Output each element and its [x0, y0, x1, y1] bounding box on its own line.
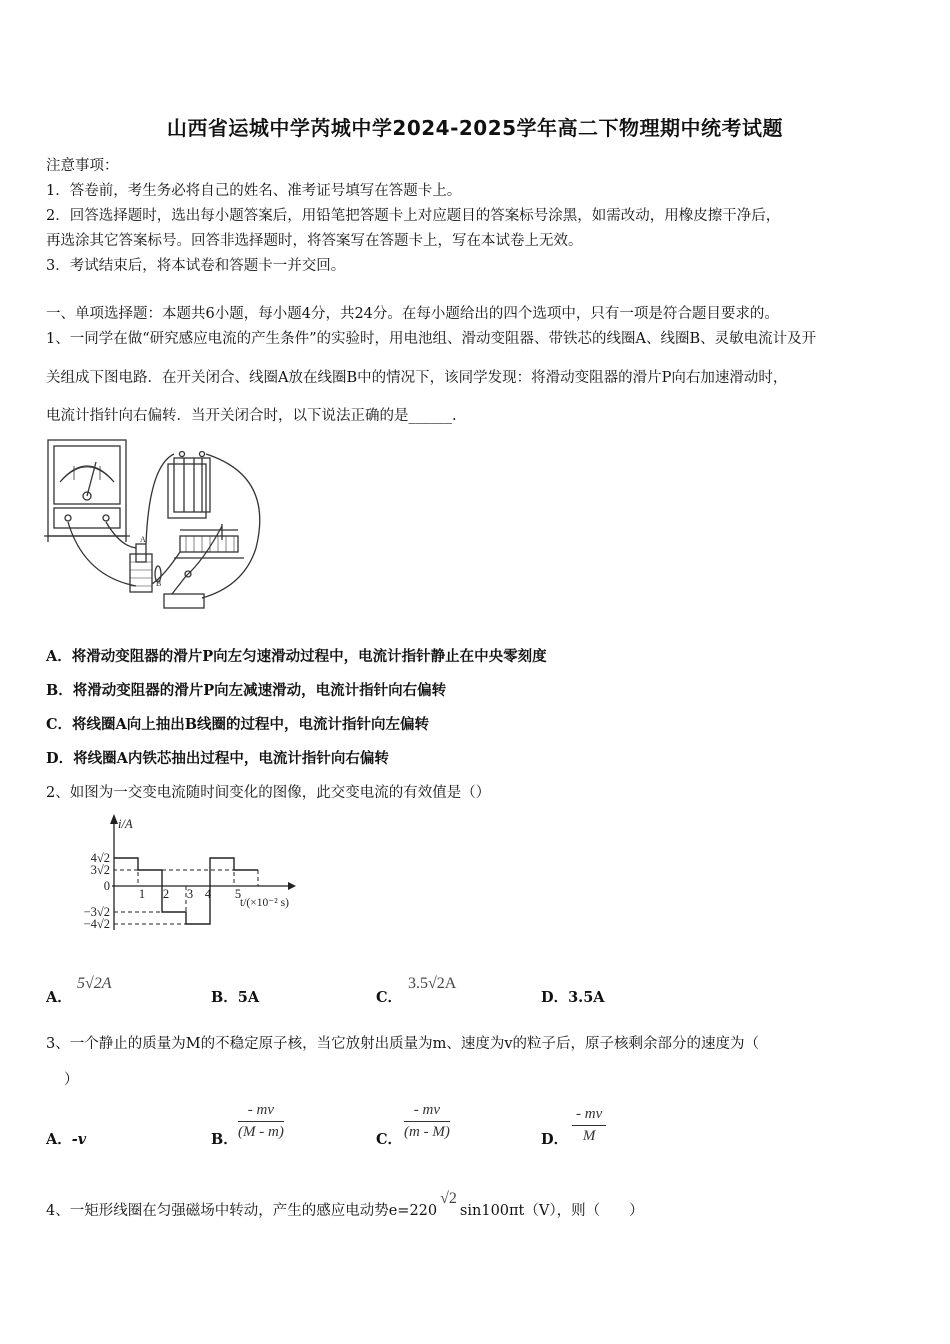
option-text: 5A: [237, 989, 260, 1006]
page-title: 山西省运城中学芮城中学2024-2025学年高二下物理期中统考试题: [166, 116, 784, 140]
x-axis-label: t/(×10⁻² s): [240, 897, 289, 909]
option-label: B．: [211, 989, 238, 1006]
option-label: A．: [46, 989, 72, 1006]
q2-stem: 2、如图为一交变电流随时间变化的图像，此交变电流的有效值是（）: [46, 785, 491, 801]
x-tick-label: 1: [138, 887, 146, 901]
option-label: C．: [376, 989, 403, 1006]
y-tick-label: −4√2: [83, 917, 110, 931]
option-label: A．: [46, 1131, 72, 1148]
x-axis-arrow: [288, 882, 296, 890]
figure-label-b: B: [156, 579, 162, 588]
fraction-numerator: - mv: [572, 1106, 606, 1126]
y-tick-label: 0: [103, 879, 110, 893]
option-label: C．: [376, 1131, 403, 1148]
q3-option-a[interactable]: [46, 1128, 86, 1149]
y-tick-label: 4√2: [90, 851, 110, 865]
q3-stem: 3、一个静止的质量为M的不稳定原子核，当它放射出质量为m、速度为v的粒子后，原子核剩余部分的速度为（: [46, 1036, 760, 1052]
notice-item: 3．考试结束后，将本试卷和答题卡一并交回。: [46, 258, 346, 274]
y-tick-label: −3√2: [83, 905, 110, 919]
fraction-numerator: - mv: [238, 1102, 284, 1122]
q4-stem: [46, 1190, 644, 1220]
q3-option-d[interactable]: [541, 1128, 568, 1149]
q2-option-a-value: 5√2A: [77, 975, 112, 992]
q4-stem-part: 4、一矩形线圈在匀强磁场中转动，产生的感应电动势e=220: [46, 1203, 438, 1219]
q2-option-c-value: 3.5√2A: [408, 975, 457, 992]
option-text: 3.5A: [568, 989, 605, 1006]
option-label: A．: [46, 648, 72, 665]
galvanometer: [48, 440, 126, 536]
q2-option-b[interactable]: [211, 986, 259, 1007]
alternating-current-chart: [70, 812, 320, 936]
y-tick-label: 3√2: [90, 863, 110, 877]
option-text: 将线圈A内铁芯抽出过程中，电流计指针向右偏转: [73, 750, 389, 767]
switch: [164, 594, 204, 608]
q3-option-c[interactable]: [376, 1128, 402, 1149]
circuit-apparatus-figure: [44, 436, 274, 616]
q2-option-c[interactable]: [376, 986, 402, 1007]
q2-option-a[interactable]: [46, 986, 72, 1007]
coil-a: [136, 544, 146, 562]
notice-heading: 注意事项：: [46, 158, 119, 174]
option-text: 将滑动变阻器的滑片P向左匀速滑动过程中，电流计指针静止在中央零刻度: [71, 648, 547, 665]
fraction-numerator: - mv: [404, 1102, 450, 1122]
notice-item: 2．回答选择题时，选出每小题答案后，用铅笔把答题卡上对应题目的答案标号涂黑，如需改动，用橡皮擦干净后，: [46, 208, 781, 224]
y-axis-arrow: [110, 814, 118, 824]
q3-option-d-fraction: [572, 1106, 606, 1145]
fraction-denominator: (M - m): [238, 1124, 284, 1140]
option-label: B．: [46, 682, 73, 699]
notice-item: 1．答卷前，考生务必将自己的姓名、准考证号填写在答题卡上。: [46, 183, 462, 199]
option-text: 将滑动变阻器的滑片P向左减速滑动，电流计指针向右偏转: [72, 682, 447, 699]
q3-stem-end: ）: [64, 1072, 79, 1088]
option-label: B．: [211, 1131, 238, 1148]
x-tick-label: 2: [162, 887, 170, 901]
option-text: -v: [71, 1131, 87, 1148]
q1-stem-line: 1、一同学在做“研究感应电流的产生条件”的实验时，用电池组、滑动变阻器、带铁芯的线圈A、线圈B、灵敏电流计及开: [46, 331, 817, 347]
q1-option-d[interactable]: [46, 747, 389, 768]
x-tick-label: 3: [186, 887, 194, 901]
q4-sqrt: √2: [440, 1190, 457, 1207]
fraction-denominator: M: [582, 1128, 596, 1144]
q1-stem-line: 电流计指针向右偏转．当开关闭合时，以下说法正确的是______.: [46, 408, 457, 424]
section-heading: 一、单项选择题：本题共6小题，每小题4分，共24分。在每小题给出的四个选项中，只有一项是符合题目要求的。: [46, 306, 779, 322]
option-label: D．: [541, 989, 569, 1006]
x-tick-label: 4: [204, 887, 212, 901]
x-tick-label: 5: [234, 887, 242, 901]
option-label: D．: [46, 750, 74, 767]
notice-item: 再选涂其它答案标号。回答非选择题时，将答案写在答题卡上，写在本试卷上无效。: [46, 233, 583, 249]
option-text: 将线圈A向上抽出B线圈的过程中，电流计指针向左偏转: [72, 716, 430, 733]
q1-stem-line: 关组成下图电路．在开关闭合、线圈A放在线圈B中的情况下，该同学发现：将滑动变阻器的滑片P向右加速滑动时，: [46, 370, 788, 386]
q3-option-c-fraction: [404, 1102, 450, 1141]
q3-option-b[interactable]: [211, 1128, 238, 1149]
fraction-denominator: (m - M): [404, 1124, 450, 1140]
y-axis-label: i/A: [118, 817, 133, 831]
rheostat: [180, 536, 238, 552]
q1-option-a[interactable]: [46, 645, 547, 666]
q3-option-b-fraction: [238, 1102, 284, 1141]
option-label: D．: [541, 1131, 569, 1148]
q1-option-b[interactable]: [46, 679, 446, 700]
option-label: C．: [46, 716, 73, 733]
q4-stem-part: sin100πt（V），则（ ）: [459, 1203, 644, 1219]
q2-option-d[interactable]: [541, 986, 605, 1007]
q1-option-c[interactable]: [46, 713, 429, 734]
figure-label-a: A: [140, 535, 146, 544]
